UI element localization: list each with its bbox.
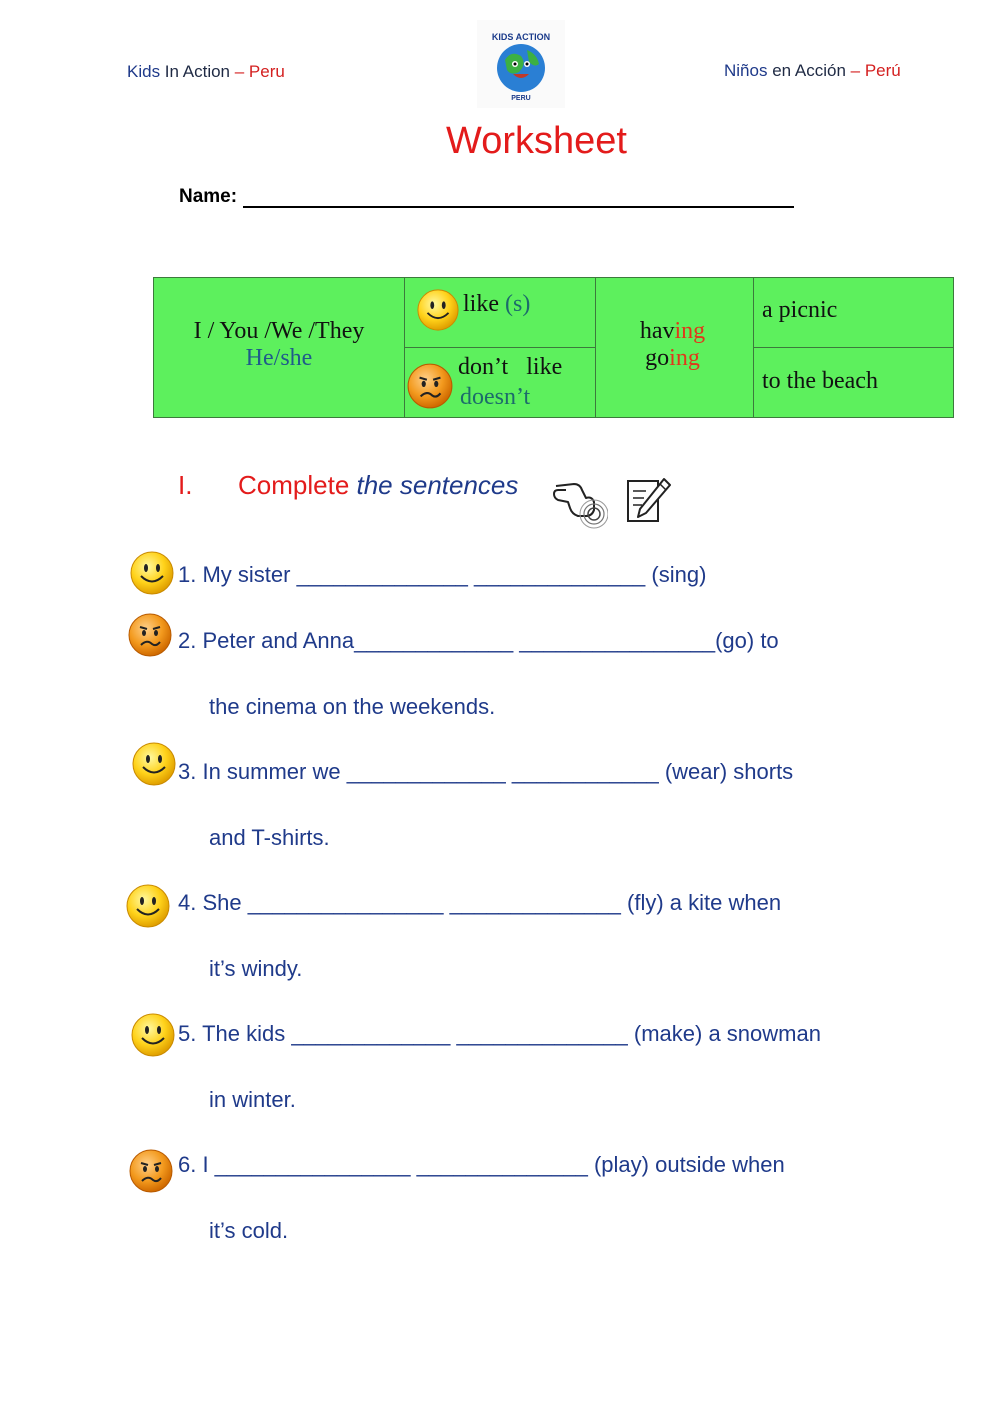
logo-country: PERU	[511, 95, 531, 102]
happy-face-icon	[125, 883, 171, 929]
name-blank-line	[243, 187, 794, 208]
having-word	[596, 318, 749, 345]
sad-face-icon	[127, 612, 173, 658]
happy-face-icon	[416, 288, 460, 332]
going-suffix: ing	[669, 345, 700, 371]
section-numeral: I.	[178, 470, 193, 500]
exercise-6-line-1: 6. I ________________ ______________ (play) outside when	[178, 1152, 785, 1177]
header-left-in-action: In Action	[160, 62, 231, 81]
name-label: Name:	[179, 186, 238, 207]
table-subjects-cell	[153, 277, 405, 418]
section-word: Complete	[238, 470, 357, 500]
table-dont-like-cell	[404, 347, 596, 418]
sad-face-icon	[128, 1148, 174, 1194]
like-suffix: (s)	[505, 291, 531, 317]
header-right-country: – Perú	[845, 61, 901, 80]
header-left-kids: Kids	[127, 62, 161, 81]
happy-face-icon	[131, 741, 177, 787]
table-like-cell	[404, 277, 596, 348]
having-suffix: ing	[674, 318, 706, 344]
exercise-3-line-2: and T-shirts.	[209, 825, 330, 850]
exercise-5-line-2: in winter.	[209, 1087, 296, 1112]
header-right-ninos: Niños	[724, 61, 768, 80]
header-right	[724, 61, 901, 81]
subjects-line: I / You /We /They	[193, 318, 365, 344]
doesnt-text: doesn’t	[460, 384, 531, 410]
pencil-paper-icon	[624, 475, 672, 525]
happy-face-icon	[130, 1012, 176, 1058]
logo-text: KIDS ACTION	[491, 32, 551, 42]
header-left	[127, 62, 285, 82]
kids-in-action-logo	[477, 20, 565, 108]
table-activity-picnic: a picnic	[753, 277, 954, 348]
exercise-6-line-2: it’s cold.	[209, 1218, 289, 1243]
like-text	[463, 291, 530, 318]
section-italic: the sentences	[356, 470, 519, 500]
section-heading	[178, 470, 518, 501]
exercise-2-line-1: 2. Peter and Anna_____________ ________________(go) to	[178, 628, 779, 653]
page-title: Worksheet	[446, 120, 627, 162]
pointing-hand-icon	[550, 476, 608, 532]
table-activity-beach: to the beach	[753, 347, 954, 418]
exercise-4-line-1: 4. She ________________ ______________ (fly) a kite when	[178, 890, 782, 915]
dont-like-text: don’t like	[458, 354, 563, 380]
table-ing-cell	[595, 277, 754, 418]
exercise-3-line-1: 3. In summer we _____________ ____________ (wear) shorts	[178, 759, 794, 784]
exercise-4-line-2: it’s windy.	[209, 956, 303, 981]
header-right-en-accion: en Acción	[767, 61, 846, 80]
happy-face-icon	[129, 550, 175, 596]
exercise-2-line-2: the cinema on the weekends.	[209, 694, 496, 719]
going-word	[596, 345, 749, 372]
sad-face-icon	[406, 362, 454, 410]
name-row	[179, 186, 794, 208]
exercise-1-line-1: 1. My sister ______________ ______________ (sing)	[178, 562, 707, 587]
exercise-5-line-1: 5. The kids _____________ ______________ (make) a snowman	[178, 1021, 821, 1046]
having-stem: hav	[639, 318, 675, 344]
subjects-he-she: He/she	[245, 345, 313, 371]
going-stem: go	[645, 345, 670, 371]
like-word: like	[463, 291, 505, 317]
header-left-country: – Peru	[230, 62, 285, 81]
